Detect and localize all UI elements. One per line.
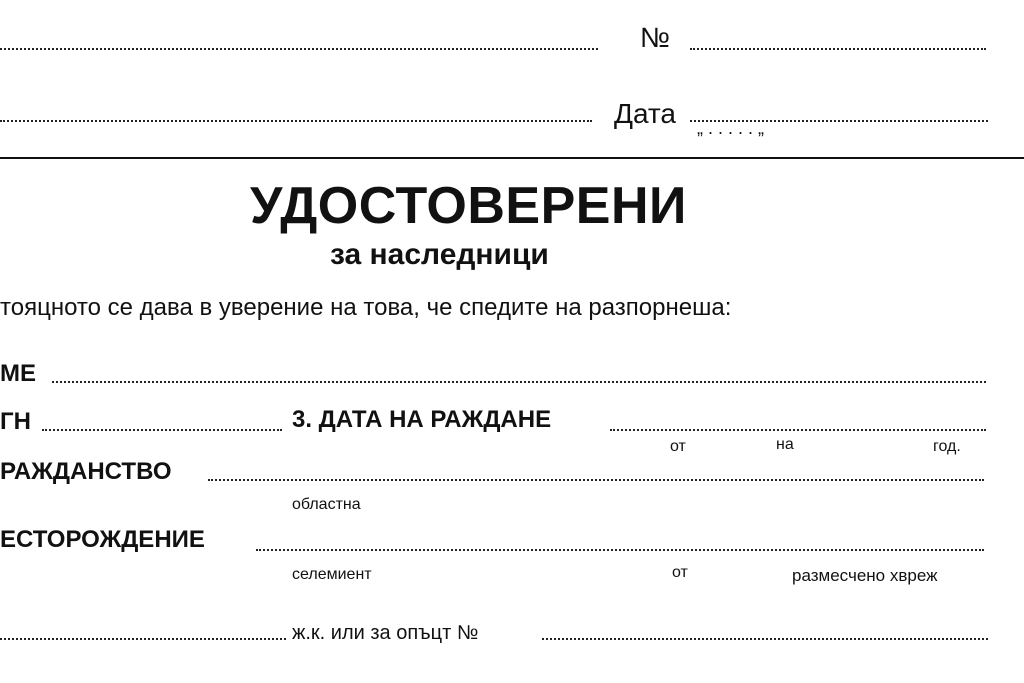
header-divider (0, 157, 1024, 159)
hint-placed: размесчено хвреж (792, 566, 938, 585)
hint-settlement: селемиент (292, 566, 372, 583)
hint-from-2: от (672, 564, 688, 581)
date-field[interactable] (690, 120, 988, 122)
birth-date-field[interactable] (610, 429, 986, 431)
date-quotes: „ . . . . . „ (697, 118, 764, 138)
document-title: УДОСТОВЕРЕНИ (250, 177, 687, 235)
name-label: МЕ (0, 360, 36, 387)
date-label: Дата (614, 98, 677, 129)
top-left-dotted-line[interactable] (0, 48, 598, 50)
egn-label: ГН (0, 408, 31, 435)
number-field[interactable] (690, 48, 986, 50)
address-right-field[interactable] (542, 638, 988, 640)
address-label: ж.к. или за опъцт № (292, 622, 479, 644)
egn-field[interactable] (42, 429, 282, 431)
name-field[interactable] (52, 381, 986, 383)
hint-year: год. (933, 438, 961, 455)
birthplace-field[interactable] (256, 549, 984, 551)
birthplace-label: ЕСТОРОЖДЕНИЕ (0, 526, 205, 553)
hint-region: областна (292, 496, 361, 513)
hint-from: от (670, 438, 686, 455)
document-subtitle: за наследници (330, 238, 549, 271)
number-symbol: № (640, 22, 671, 53)
address-left-field[interactable] (0, 638, 286, 640)
hint-on: на (776, 436, 794, 453)
birth-date-label: 3. ДАТА НА РАЖДАНЕ (292, 406, 552, 433)
citizenship-field[interactable] (208, 479, 984, 481)
citizenship-label: РАЖДАНСТВО (0, 458, 172, 485)
intro-text: тояцното се дава в уверение на това, че спедите на разпорнеша: (0, 294, 732, 321)
second-left-dotted-line[interactable] (0, 120, 592, 122)
